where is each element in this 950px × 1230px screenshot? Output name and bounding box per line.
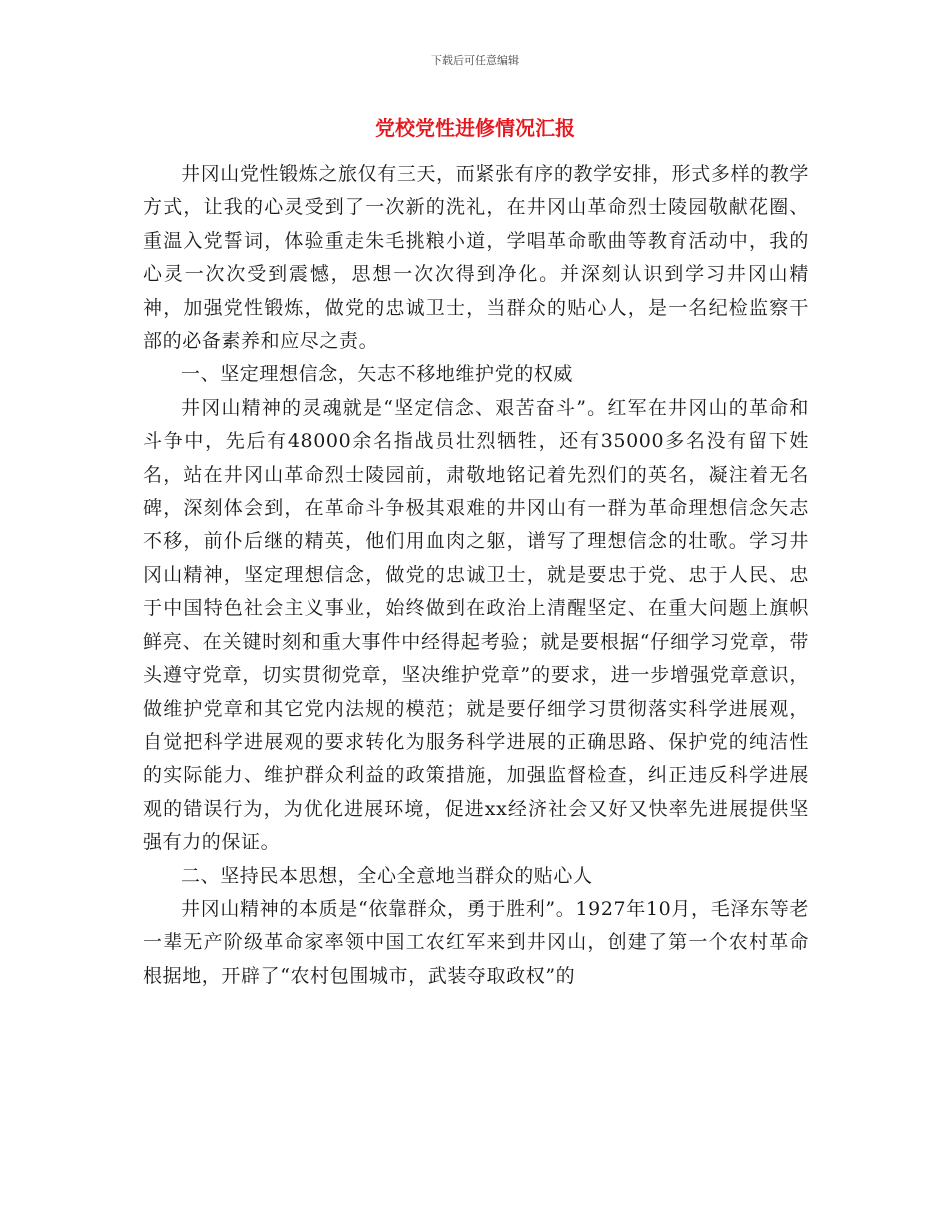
paragraph-intro: 井冈山党性锻炼之旅仅有三天，而紧张有序的教学安排，形式多样的教学方式，让我的心灵受到了一次新的洗礼，在井冈山革命烈士陵园敬献花圈、重温入党誓词，体验重走朱毛挑粮小道，学唱革命歌曲等教育活动中，我的心灵一次次受到震憾，思想一次次得到净化。并深刻认识到学习井冈山精神，加强党性锻炼，做党的忠诚卫士，当群众的贴心人，是一名纪检监察干部的必备素养和应尽之责。 — [143, 163, 809, 353]
document-body — [143, 158, 809, 993]
header-note: 下载后可任意编辑 — [431, 54, 519, 67]
document-title: 党校党性进修情况汇报 — [375, 116, 575, 140]
section-heading-2: 二、坚持民本思想，全心全意地当群众的贴心人 — [181, 864, 593, 887]
paragraph-section-1: 井冈山精神的灵魂就是“坚定信念、艰苦奋斗”。红军在井冈山的革命和斗争中，先后有48000余名指战员壮烈牺牲，还有35000多名没有留下姓名，站在井冈山革命烈士陵园前，肃敬地铭记着先烈们的英名，凝注着无名碑，深刻体会到，在革命斗争极其艰难的井冈山有一群为革命理想信念矢志不移，前仆后继的精英，他们用血肉之躯，谱写了理想信念的壮歌。学习井冈山精神，坚定理想信念，做党的忠诚卫士，就是要忠于党、忠于人民、忠于中国特色社会主义事业，始终做到在政治上清醒坚定、在重大问题上旗帜鲜亮、在关键时刻和重大事件中经得起考验；就是要根据“仔细学习党章，带头遵守党章，切实贯彻党章，坚决维护党章”的要求，进一步增强党章意识，做维护党章和其它党内法规的模范；就是要仔细学习贯彻落实科学进展观，自觉把科学进展观的要求转化为服务科学进展的正确思路、保护党的纯洁性的实际能力、维护群众利益的政策措施，加强监督检查，纠正违反科学进展观的错误行为，为优化进展环境，促进xx经济社会又好又快率先进展提供坚强有力的保证。 — [143, 396, 809, 854]
section-heading-1: 一、坚定理想信念，矢志不移地维护党的权威 — [181, 363, 574, 386]
paragraph-section-2: 井冈山精神的本质是“依靠群众，勇于胜利”。1927年10月，毛泽东等老一辈无产阶级革命家率领中国工农红军来到井冈山，创建了第一个农村革命根据地，开辟了“农村包围城市，武装夺取政权”的 — [143, 897, 809, 987]
